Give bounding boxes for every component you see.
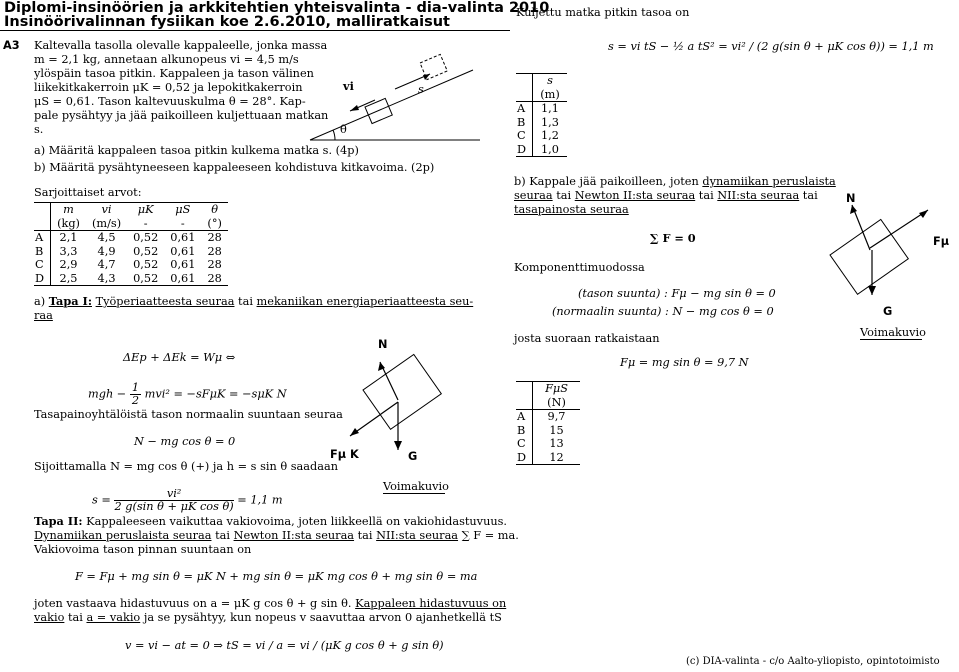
table-row: D 12 (516, 451, 580, 465)
force-diagram-right (800, 180, 955, 320)
equation-s: s = $\frac{\text{vi²}}{\text{2 g(sin θ + μK cos θ)}}$ = 1,1 m (92, 487, 283, 513)
footer-copyright: (c) DIA-valinta - c/o Aalto-yliopisto, opintotoimisto (686, 656, 940, 667)
problem-line-4: liikekitkakerroin μK = 0,52 ja lepokitkakerroin (34, 81, 303, 94)
normal-equation-text: Tasapainoyhtälöistä tason normaalin suuntaan seuraa (34, 408, 343, 421)
solution-a-intro-cont: raa (34, 309, 53, 322)
header-rule (0, 30, 510, 31)
s-table-unit: (m) (540, 87, 560, 101)
params-table (34, 202, 228, 286)
f-table-header: FμS (545, 382, 568, 395)
equation-work: mgh − $\frac{1}{2}$ mvi² = −sFμK = −sμK N (88, 381, 287, 407)
components-label: Komponenttimuodossa (514, 261, 645, 274)
param-header-muk: μK (137, 203, 154, 216)
table-row: A 9,7 (516, 410, 580, 424)
table-row: D 2,5 4,3 0,52 0,61 28 (34, 272, 228, 286)
f-table (516, 381, 580, 465)
table-row: B 1,3 (517, 115, 559, 129)
problem-line-7: s. (34, 123, 44, 136)
table-row: C 2,9 4,7 0,52 0,61 28 (35, 258, 222, 271)
force-label-f: Fμ K (330, 448, 359, 461)
force-label-f-right: Fμ (933, 235, 950, 248)
param-header-theta: θ (211, 203, 219, 216)
part-b-line1: b) Kappale jää paikoilleen, joten dynamiikan peruslaista (514, 175, 836, 188)
tapa2-line2: Dynamiikan peruslaista seuraa tai Newton II:sta seuraa tai NII:sta seuraa ∑ F = ma. (34, 529, 519, 542)
voimakuvio-right: Voimakuvio (860, 326, 926, 339)
param-unit: (°) (207, 216, 222, 230)
figure-label-v: vi (343, 79, 354, 93)
force-label-g-right: G (883, 305, 893, 318)
table-row: D 1,0 (516, 143, 567, 157)
question-a: a) Määritä kappaleen tasoa pitkin kulkema matka s. (4p) (34, 144, 359, 157)
right-intro: Kuljettu matka pitkin tasoa on (516, 6, 690, 19)
force-label-g: G (408, 450, 418, 463)
table-row: C 13 (517, 437, 564, 450)
component-eq-2: (normaalin suunta) : N − mg cos θ = 0 (552, 305, 774, 318)
component-eq-1: (tason suunta) : Fμ − mg sin θ = 0 (578, 287, 776, 300)
param-unit: - (180, 216, 185, 230)
table-row: C 1,2 (517, 129, 559, 142)
problem-line-3: ylöspäin tasoa pitkin. Kappaleen ja tason välinen (34, 67, 314, 80)
equation-energy: ΔEp + ΔEk = Wμ ⇔ (123, 351, 236, 364)
part-b-line2: seuraa tai Newton II:sta seuraa tai NII:sta seuraa tai (514, 189, 818, 202)
problem-line-5: μS = 0,61. Tason kaltevuuskulma θ = 28°. Kap- (34, 95, 306, 108)
params-title: Sarjoittaiset arvot: (34, 186, 142, 199)
force-label-n: N (378, 338, 388, 351)
param-header-vi: vi (101, 203, 112, 216)
force-label-n-right: N (846, 192, 856, 205)
header-title-line1: Diplomi-insinöörien ja arkkitehtien yhteisvalinta - dia-valinta 2010 (4, 0, 550, 16)
equation-sum-zero: ∑ F = 0 (650, 231, 696, 245)
param-unit: (m/s) (91, 216, 122, 230)
equation-stop-time: v = vi − at = 0 ⇒ tS = vi / a = vi / (μK g cos θ + g sin θ) (125, 639, 444, 652)
problem-line-2: m = 2,1 kg, annetaan alkunopeus vi = 4,5 m/s (34, 53, 299, 66)
f-table-unit: (N) (547, 395, 566, 409)
deceleration-line2: vakio tai a = vakio ja se pysähtyy, kun nopeus v saavuttaa arvon 0 ajanhetkellä tS (34, 611, 502, 624)
param-unit: (kg) (57, 216, 80, 230)
right-equation-s: s = vi tS − ½ a tS² = vi² / (2 g(sin θ + μK cos θ)) = 1,1 m (608, 40, 934, 53)
solve-label: josta suoraan ratkaistaan (514, 332, 660, 345)
voimakuvio-right-underline (860, 339, 922, 340)
substitution-text: Sijoittamalla N = mg cos θ (+) ja h = s sin θ saadaan (34, 460, 338, 473)
deceleration-line1: joten vastaava hidastuvuus on a = μK g cos θ + g sin θ. Kappaleen hidastuvuus on (34, 597, 507, 610)
solve-equation: Fμ = mg sin θ = 9,7 N (620, 356, 749, 369)
voimakuvio-left: Voimakuvio (383, 480, 449, 493)
tapa2-line1: Tapa II: Kappaleeseen vaikuttaa vakiovoima, joten liikkeellä on vakiohidastuvuus. (34, 514, 508, 528)
problem-number: A3 (3, 39, 20, 52)
incline-figure (305, 45, 485, 145)
table-row: A 1,1 (516, 102, 567, 116)
part-b-line3: tasapainosta seuraa (514, 203, 629, 216)
solution-a-intro: a) Tapa I: Työperiaatteesta seuraa tai mekaniikan energiaperiaatteesta seu- (34, 294, 474, 308)
equation-force: F = Fμ + mg sin θ = μK N + mg sin θ = μK mg cos θ + mg sin θ = ma (75, 570, 478, 583)
question-b: b) Määritä pysähtyneeseen kappaleeseen kohdistuva kitkavoima. (2p) (34, 161, 435, 174)
table-row: B 15 (517, 423, 564, 437)
problem-line-6: pale pysähtyy ja jää paikoilleen kuljettuaan matkan (34, 109, 329, 122)
tapa2-line3: Vakiovoima tason pinnan suuntaan on (34, 543, 252, 556)
problem-line-1: Kaltevalla tasolla olevalle kappaleelle, jonka massa (34, 39, 328, 52)
header-title-line2: Insinöörivalinnan fysiikan koe 2.6.2010, malliratkaisut (4, 14, 450, 30)
voimakuvio-underline (383, 493, 445, 494)
s-table-header: s (547, 74, 553, 87)
param-header-m: m (63, 203, 74, 216)
table-row: A 2,1 4,5 0,52 0,61 28 (34, 231, 228, 245)
param-unit: - (143, 216, 148, 230)
figure-label-theta: θ (340, 123, 347, 136)
param-header-mus: μS (175, 203, 191, 216)
figure-label-s: s (418, 83, 424, 96)
equation-normal: N − mg cos θ = 0 (134, 435, 236, 448)
s-table (516, 73, 567, 157)
table-row: B 3,3 4,9 0,52 0,61 28 (35, 244, 222, 258)
